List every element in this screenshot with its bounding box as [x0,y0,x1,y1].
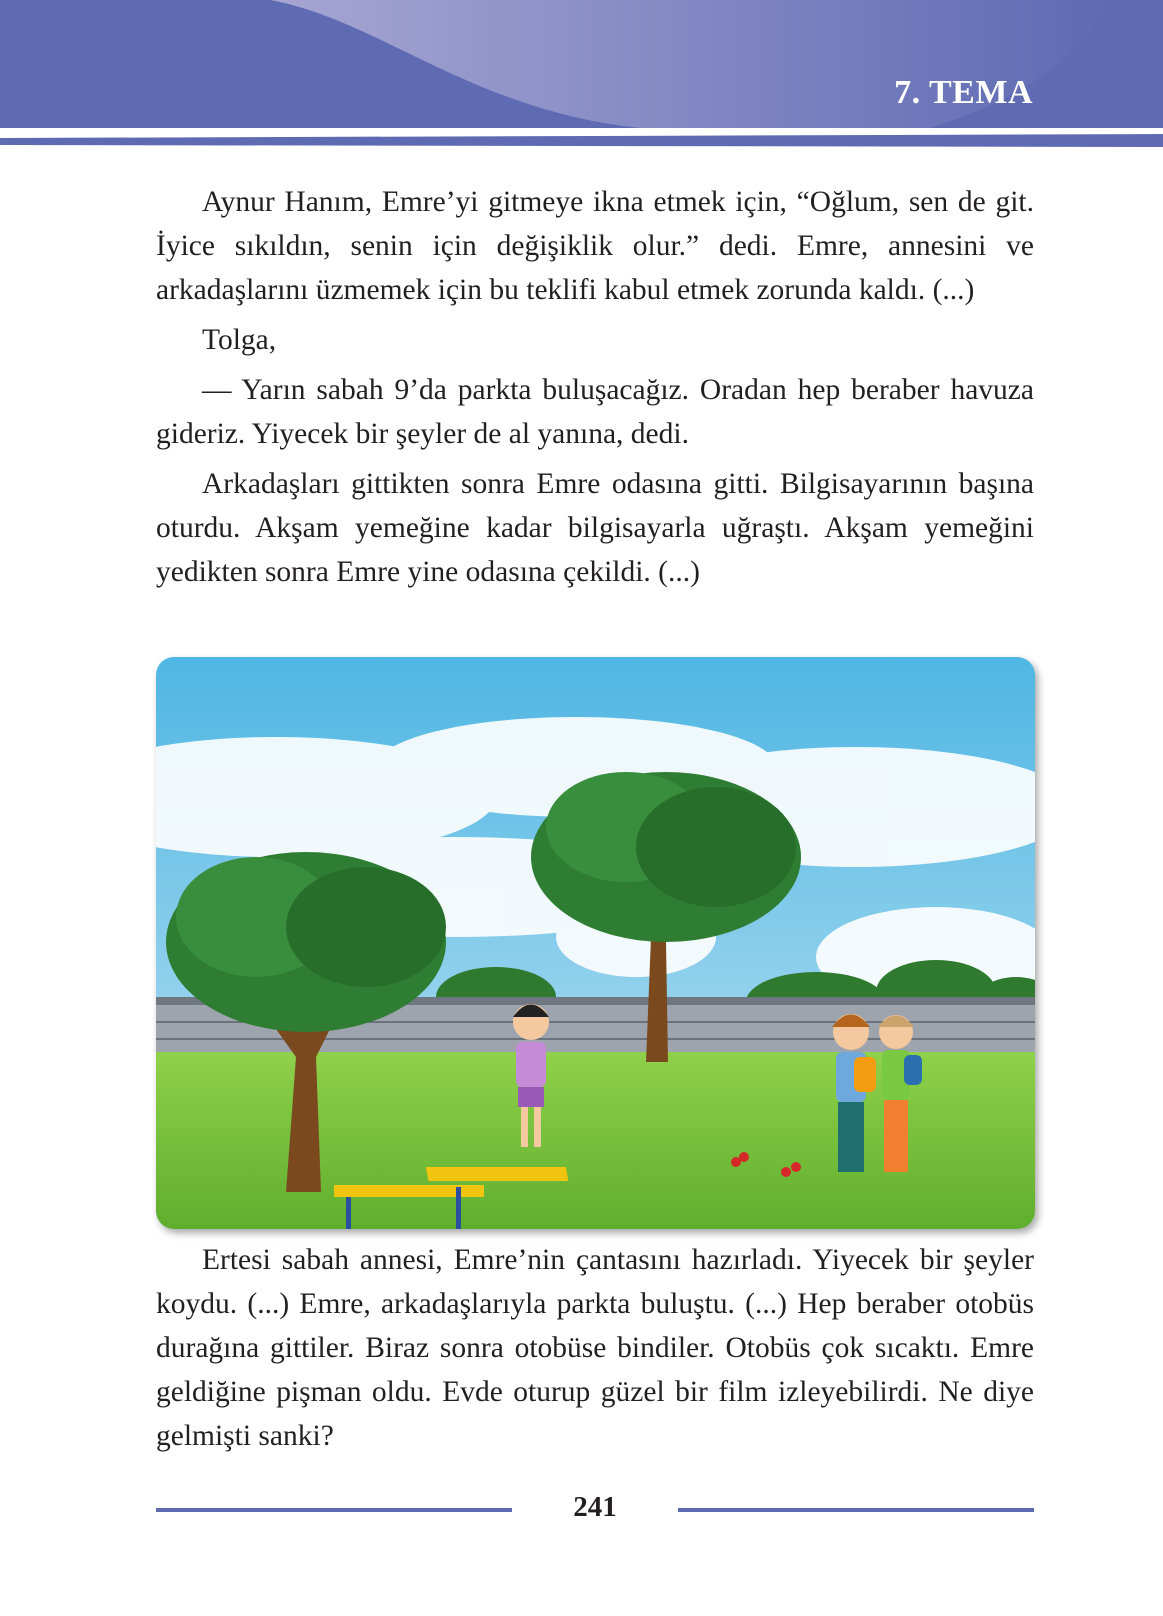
paragraph: Aynur Hanım, Emre’yi gitmeye ikna etmek için, “Oğlum, sen de git. İyice sıkıldın, senin için değişiklik olur.” dedi. Emre, annesini ve arkadaşlarını üzmemek için bu teklifi kabul etmek zorunda kaldı. (...) [156,186,1034,306]
paragraph: — Yarın sabah 9’da parkta buluşacağız. Oradan hep beraber havuza gideriz. Yiyecek bir şeyler de al yanına, dedi. [156,374,1034,450]
footer-line-left [156,1508,512,1512]
page-header [0,0,1163,128]
park-illustration [156,657,1035,1229]
story-text-top [156,180,1034,600]
paragraph: Tolga, [202,324,277,356]
paragraph: Arkadaşları gittikten sonra Emre odasına gitti. Bilgisayarının başına oturdu. Akşam yemeğine kadar bilgisayarla uğraştı. Akşam yemeğini yedikten sonra Emre yine odasına çekildi. (...) [156,468,1034,588]
paragraph: Ertesi sabah annesi, Emre’nin çantasını hazırladı. Yiyecek bir şeyler koydu. (...) Emre, arkadaşlarıyla parkta buluştu. (...) Hep beraber otobüs durağına gittiler. Biraz sonra otobüse bindiler. Otobüs çok sıcaktı. Emre geldiğine pişman oldu. Evde oturup güzel bir film izleyebilirdi. Ne diye gelmişti sanki? [156,1244,1034,1452]
footer-line-right [678,1508,1034,1512]
page-number: 241 [573,1491,617,1523]
theme-label: 7. TEMA [894,74,1033,111]
header-band [0,134,1163,147]
story-text-bottom [156,1238,1034,1464]
